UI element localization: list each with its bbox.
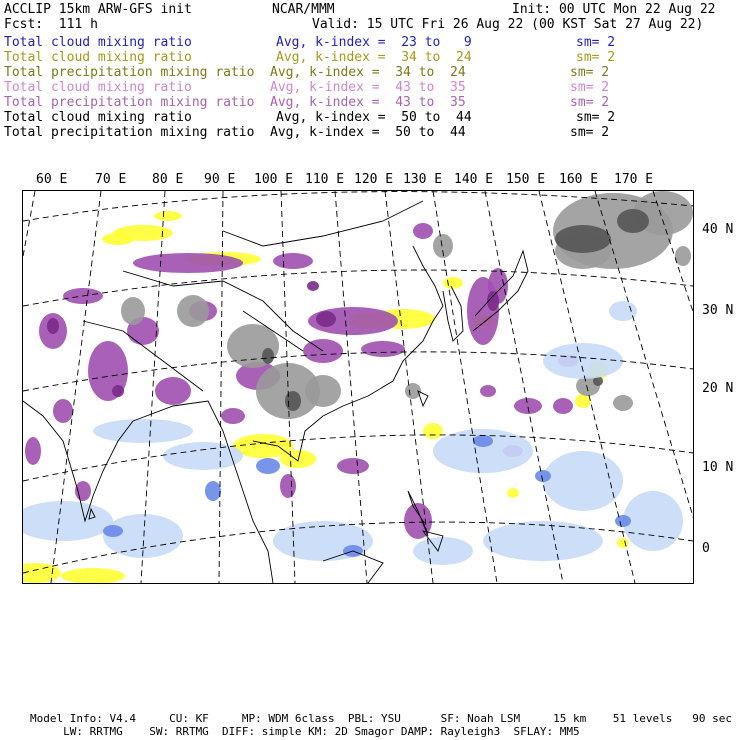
lon-label: 160 E [559,172,599,187]
cloud-field-patch [617,538,629,548]
cloud-field-patch [615,515,631,527]
field-sm-2: sm= 2 [576,50,616,65]
cloud-field-patch [205,481,221,501]
cloud-field-patch [93,419,193,443]
map-canvas [23,191,693,583]
lon-label: 130 E [403,172,443,187]
field-name-1: Total cloud mixing ratio [4,35,192,50]
cloud-field-patch [256,458,280,474]
field-avg-3: Avg, k-index = 34 to 24 [270,65,466,80]
cloud-field-patch [155,377,191,405]
cloud-field-patch [47,318,59,334]
field-name-5: Total precipitation mixing ratio [4,95,255,110]
lon-label: 80 E [152,172,184,187]
cloud-field-patch [423,423,443,439]
lon-label: 110 E [305,172,345,187]
cloud-field-patch [413,223,433,239]
cloud-field-patch [177,295,209,327]
field-sm-4: sm= 2 [570,80,610,95]
cloud-field-patch [262,348,274,364]
cloud-field-patch [480,385,496,397]
cloud-field-patch [273,253,313,269]
cloud-field-patch [307,281,319,291]
lon-label: 100 E [254,172,294,187]
lon-label: 120 E [354,172,394,187]
field-name-3: Total precipitation mixing ratio [4,65,255,80]
field-sm-7: sm= 2 [570,125,610,140]
lat-label: 10 N [702,460,734,475]
valid-time: Valid: 15 UTC Fri 26 Aug 22 (00 KST Sat 27 Aug 22) [312,17,704,32]
cloud-field-patch [61,568,125,583]
cloud-field-patch [53,399,73,423]
lat-label: 20 N [702,381,734,396]
cloud-field-patch [154,211,182,221]
field-name-2: Total cloud mixing ratio [4,50,192,65]
cloud-fields-layer [23,191,693,583]
parallel-line [23,270,693,306]
cloud-field-patch [23,563,61,583]
cloud-field-patch [553,398,573,414]
cloud-field-patch [675,246,691,266]
cloud-field-patch [103,525,123,537]
cloud-field-patch [25,437,41,465]
cloud-field-patch [305,375,341,407]
field-name-7: Total precipitation mixing ratio [4,125,255,140]
cloud-field-patch [102,233,134,245]
cloud-field-patch [75,481,91,501]
init-time: Init: 00 UTC Mon 22 Aug 22 [512,2,716,17]
cloud-field-patch [575,394,591,408]
lat-label: 0 [702,541,710,556]
cloud-field-patch [483,521,603,561]
cloud-field-patch [285,391,301,411]
lon-label: 60 E [36,172,68,187]
lon-label: 90 E [204,172,236,187]
cloud-field-patch [623,491,683,551]
cloud-field-patch [507,488,519,498]
field-name-4: Total cloud mixing ratio [4,80,192,95]
map-panel [22,190,694,584]
cloud-field-patch [23,501,113,541]
lon-label: 70 E [95,172,127,187]
lon-label: 150 E [506,172,546,187]
lon-label: 140 E [454,172,494,187]
field-sm-3: sm= 2 [570,65,610,80]
field-avg-2: Avg, k-index = 34 to 24 [276,50,472,65]
cloud-field-patch [543,343,623,379]
lat-label: 30 N [702,303,734,318]
cloud-field-patch [473,435,493,447]
cloud-field-patch [413,537,473,565]
cloud-field-patch [280,450,316,468]
field-avg-7: Avg, k-index = 50 to 44 [270,125,466,140]
model-info-line-2: LW: RRTMG SW: RRTMG DIFF: simple KM: 2D Smagor DAMP: Rayleigh3 SFLAY: MM5 [30,725,580,738]
field-avg-1: Avg, k-index = 23 to 9 [276,35,472,50]
cloud-field-patch [361,341,405,357]
field-avg-5: Avg, k-index = 43 to 35 [270,95,466,110]
cloud-field-patch [543,451,623,511]
cloud-field-patch [280,474,296,498]
center-label: NCAR/MMM [272,2,335,17]
map-title: ACCLIP 15km ARW-GFS init [4,2,192,17]
meridian-line [219,191,223,583]
field-sm-6: sm= 2 [576,110,616,125]
coastline [223,201,423,246]
model-info-line-1: Model Info: V4.4 CU: KF MP: WDM 6class PBL: YSU SF: Noah LSM 15 km 51 levels 90 sec [30,712,732,725]
cloud-field-patch [316,311,336,327]
lon-label: 170 E [614,172,654,187]
cloud-field-patch [617,209,649,233]
forecast-hour: Fcst: 111 h [4,17,98,32]
cloud-field-patch [443,277,463,289]
cloud-field-patch [112,385,124,397]
field-avg-4: Avg, k-index = 43 to 35 [270,80,466,95]
field-sm-5: sm= 2 [570,95,610,110]
cloud-field-patch [221,408,245,424]
field-name-6: Total cloud mixing ratio [4,110,192,125]
field-sm-1: sm= 2 [576,35,616,50]
cloud-field-patch [514,398,542,414]
cloud-field-patch [555,225,611,253]
lat-label: 40 N [702,222,734,237]
cloud-field-patch [404,503,432,539]
cloud-field-patch [613,395,633,411]
field-avg-6: Avg, k-index = 50 to 44 [276,110,472,125]
cloud-field-patch [337,458,369,474]
cloud-field-patch [133,253,243,273]
cloud-field-patch [121,297,145,325]
